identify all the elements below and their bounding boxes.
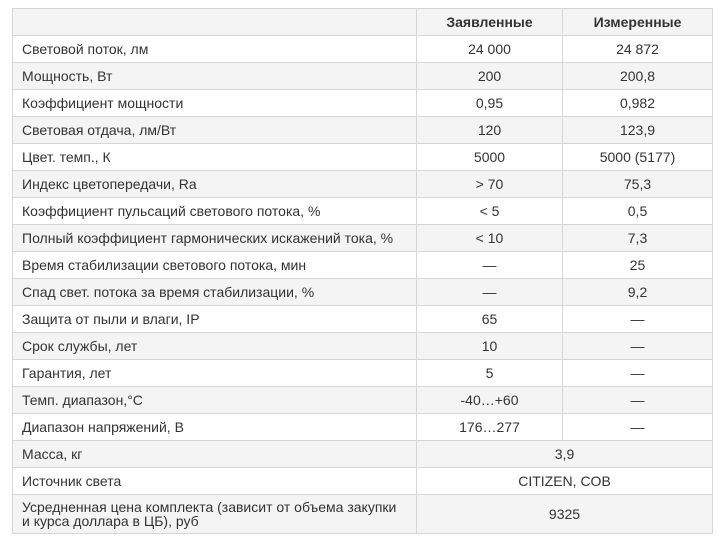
row-measured: 7,3 [563, 225, 713, 252]
table-row [13, 387, 713, 414]
row-parameter: Время стабилизации светового потока, мин [13, 252, 417, 279]
table-row [13, 225, 713, 252]
row-measured: 24 872 [563, 36, 713, 63]
row-declared: — [417, 252, 563, 279]
table-row [13, 171, 713, 198]
table-row [13, 306, 713, 333]
table-row [13, 63, 713, 90]
row-declared: 200 [417, 63, 563, 90]
table-row-merged [13, 441, 713, 468]
row-measured: 75,3 [563, 171, 713, 198]
row-declared: 120 [417, 117, 563, 144]
row-parameter: Мощность, Вт [13, 63, 417, 90]
table-row [13, 414, 713, 441]
row-merged-value: 9325 [417, 495, 713, 534]
row-declared: 10 [417, 333, 563, 360]
row-declared: < 10 [417, 225, 563, 252]
row-declared: 24 000 [417, 36, 563, 63]
row-parameter: Масса, кг [13, 441, 417, 468]
row-parameter: Коэффициент пульсаций светового потока, % [13, 198, 417, 225]
table-header-row [13, 9, 713, 36]
row-measured: — [563, 414, 713, 441]
table-row [13, 333, 713, 360]
row-parameter: Индекс цветопередачи, Ra [13, 171, 417, 198]
row-measured: — [563, 306, 713, 333]
row-declared: 5000 [417, 144, 563, 171]
row-measured: 0,5 [563, 198, 713, 225]
row-measured: — [563, 360, 713, 387]
row-measured: 9,2 [563, 279, 713, 306]
row-declared: 176…277 [417, 414, 563, 441]
row-parameter: Источник света [13, 468, 417, 495]
row-declared: — [417, 279, 563, 306]
row-parameter: Цвет. темп., К [13, 144, 417, 171]
header-declared: Заявленные [417, 9, 563, 36]
row-parameter: Диапазон напряжений, В [13, 414, 417, 441]
table-row [13, 279, 713, 306]
row-merged-value: 3,9 [417, 441, 713, 468]
row-parameter: Световой поток, лм [13, 36, 417, 63]
row-measured: 25 [563, 252, 713, 279]
table-row [13, 36, 713, 63]
row-parameter: Коэффициент мощности [13, 90, 417, 117]
row-measured: 5000 (5177) [563, 144, 713, 171]
row-parameter: Темп. диапазон,°С [13, 387, 417, 414]
table-row [13, 252, 713, 279]
row-parameter: Гарантия, лет [13, 360, 417, 387]
row-parameter: Спад свет. потока за время стабилизации, % [13, 279, 417, 306]
row-parameter: Полный коэффициент гармонических искажений тока, % [13, 225, 417, 252]
table-row-merged [13, 468, 713, 495]
row-measured: 123,9 [563, 117, 713, 144]
row-measured: — [563, 387, 713, 414]
row-declared: -40…+60 [417, 387, 563, 414]
table-row [13, 198, 713, 225]
row-declared: 5 [417, 360, 563, 387]
row-parameter: Усредненная цена комплекта (зависит от объема закупки и курса доллара в ЦБ), руб [13, 495, 417, 534]
header-parameter [13, 9, 417, 36]
table-row [13, 360, 713, 387]
table-row [13, 90, 713, 117]
row-measured: 0,982 [563, 90, 713, 117]
row-declared: > 70 [417, 171, 563, 198]
header-measured: Измеренные [563, 9, 713, 36]
specs-table [12, 8, 713, 534]
row-declared: 0,95 [417, 90, 563, 117]
row-declared: 65 [417, 306, 563, 333]
table-row [13, 144, 713, 171]
row-measured: — [563, 333, 713, 360]
row-merged-value: CITIZEN, COB [417, 468, 713, 495]
table-row [13, 117, 713, 144]
row-declared: < 5 [417, 198, 563, 225]
row-measured: 200,8 [563, 63, 713, 90]
row-parameter: Срок службы, лет [13, 333, 417, 360]
row-parameter: Световая отдача, лм/Вт [13, 117, 417, 144]
table-row-merged [13, 495, 713, 534]
row-parameter: Защита от пыли и влаги, IP [13, 306, 417, 333]
